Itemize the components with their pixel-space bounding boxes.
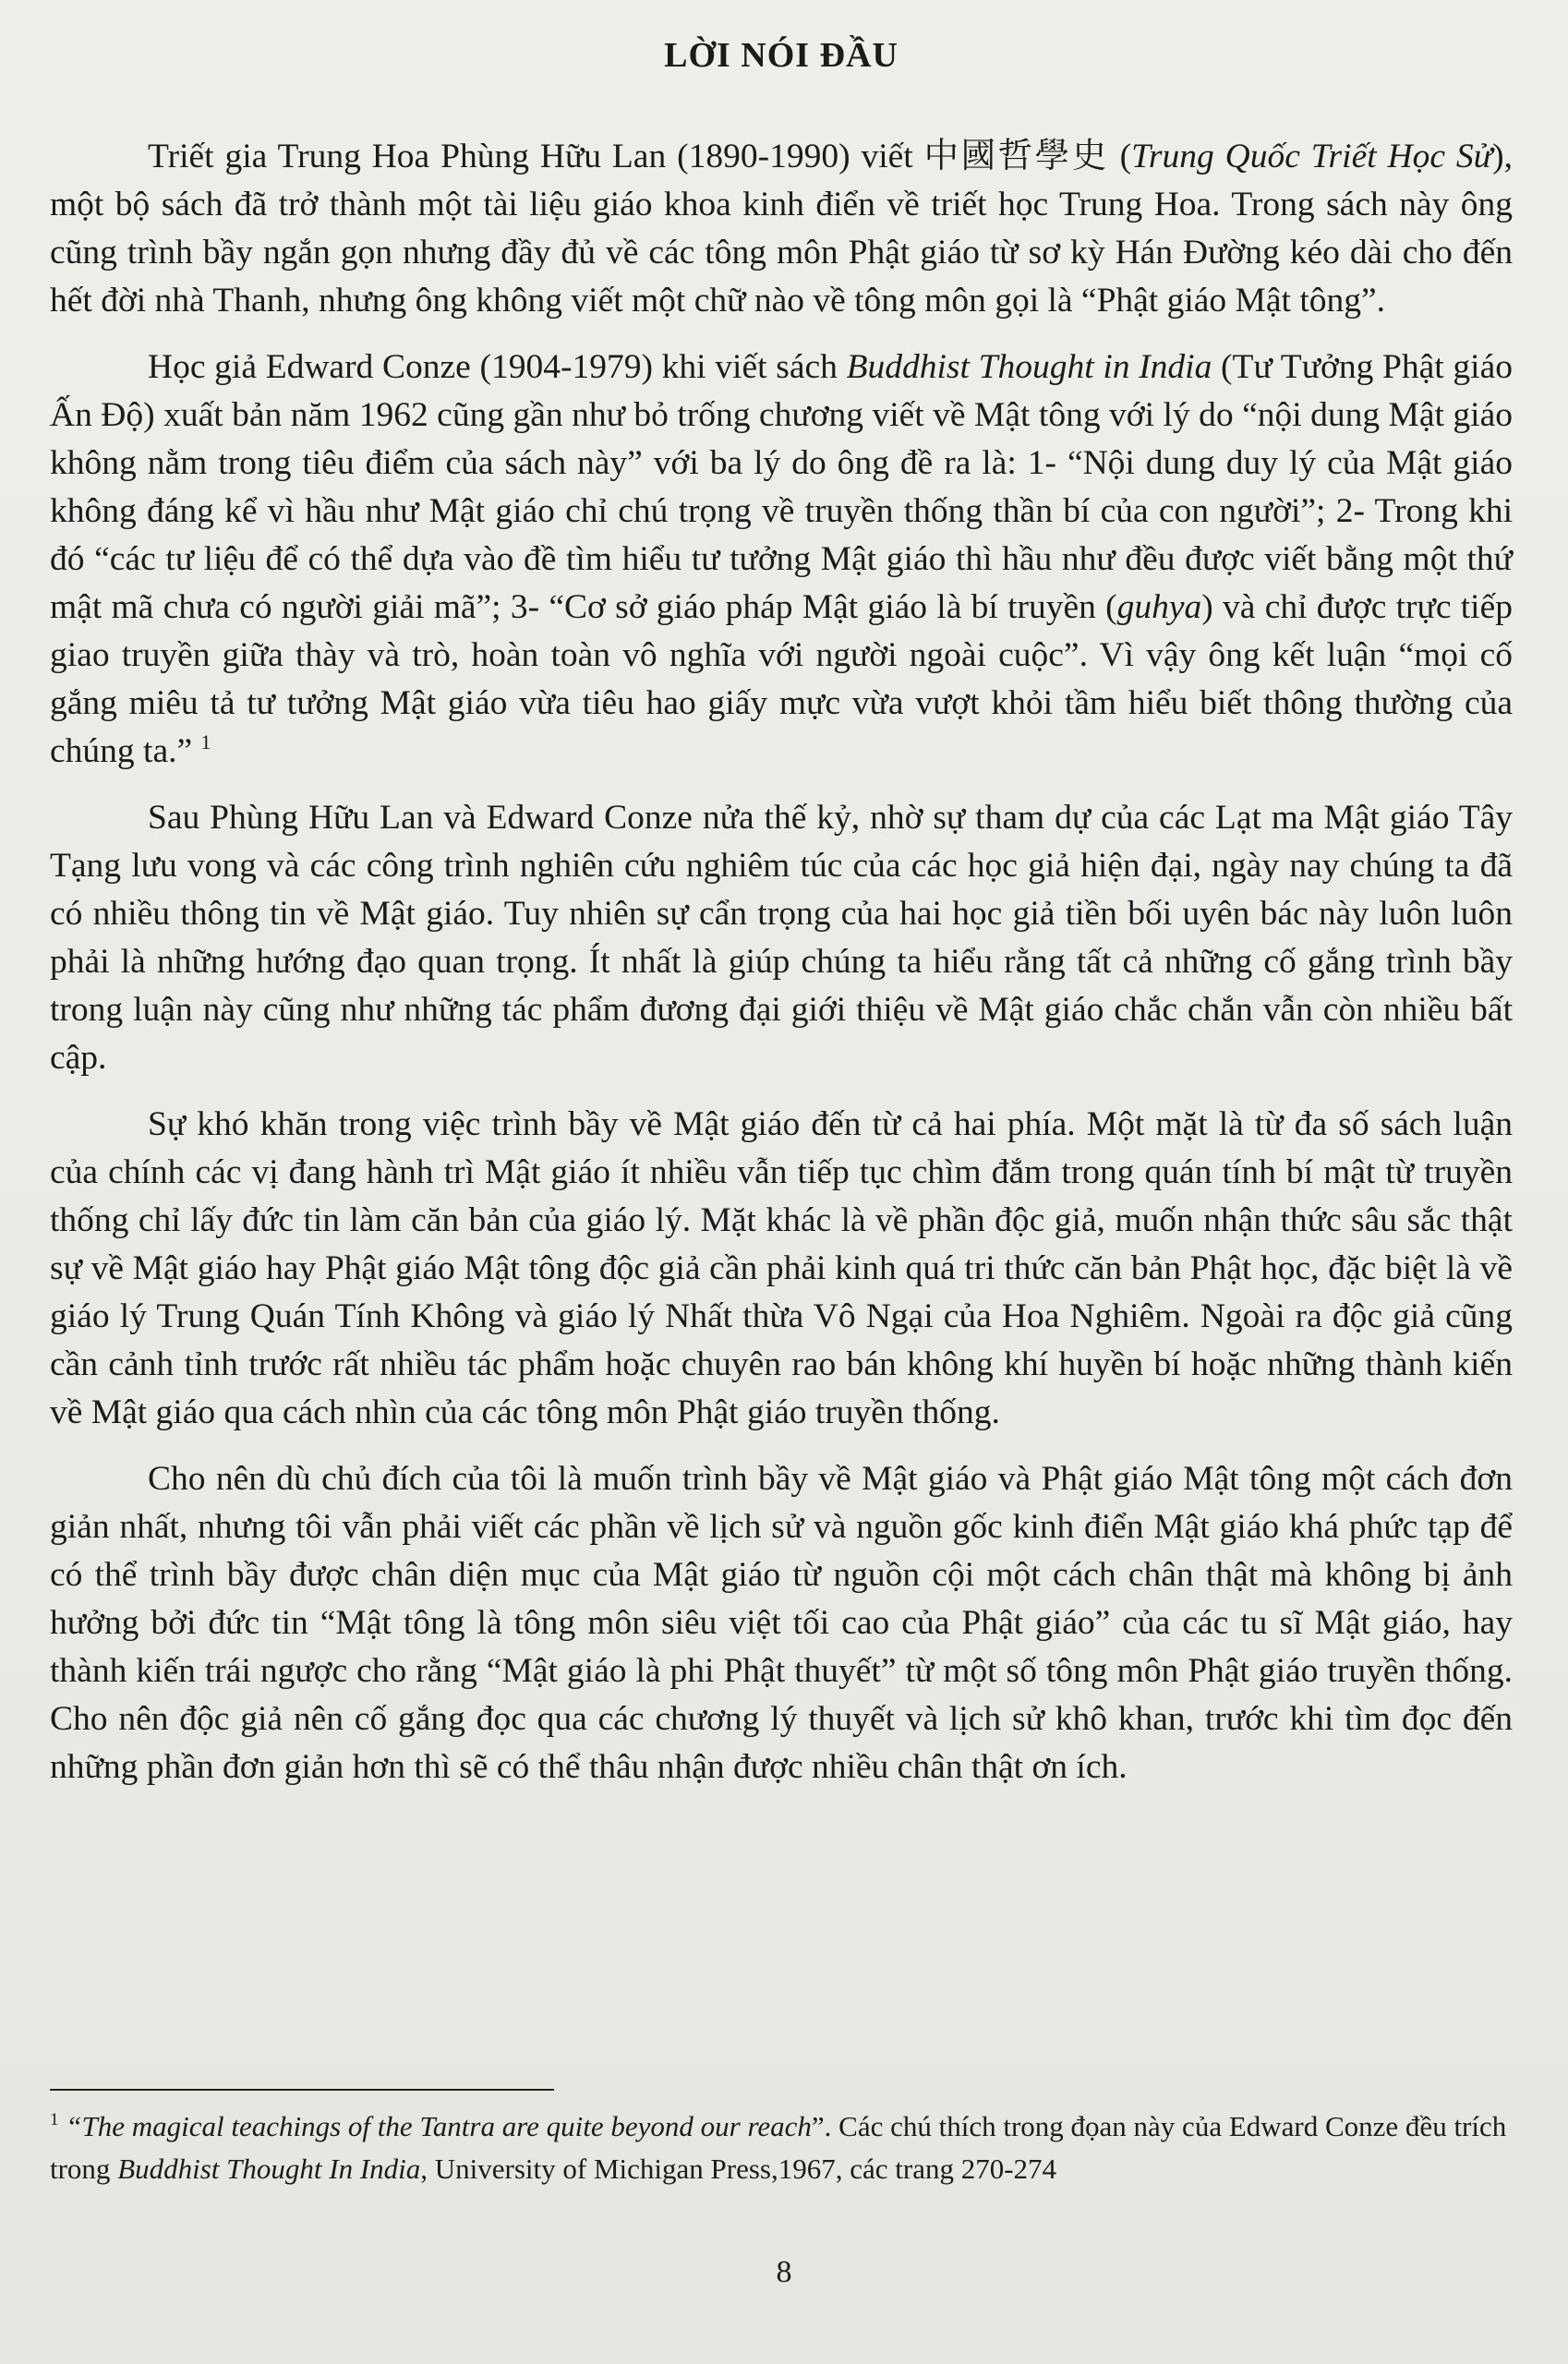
page-number: 8 bbox=[776, 2255, 792, 2289]
paragraph-2-italic-book-title: Buddhist Thought in India bbox=[846, 348, 1212, 386]
paragraph-1-italic-title: Trung Quốc Triết Học Sử bbox=[1131, 138, 1493, 175]
footnote-reference[interactable]: 1 bbox=[200, 730, 211, 754]
footnote-book-title: Buddhist Thought In India bbox=[117, 2153, 421, 2185]
paragraph-1-text-b: ), một bộ sách đã trở thành một tài liệu giáo khoa kinh điển về triết học Trung Hoa. Trong sách này ông cũng trình bầy ngắn gọn nhưng đầy đủ về các tông môn Phật giáo từ sơ kỳ Hán Đường kéo dài cho đến hết đời nhà Thanh, nhưng ông không viết một chữ nào về tông môn gọi là “Phật giáo Mật tông”. bbox=[50, 138, 1513, 320]
footnote-quote: “The magical teachings of the Tantra are quite beyond our reach bbox=[66, 2110, 812, 2142]
paragraph-1 bbox=[50, 133, 1513, 325]
page-title: LỜI NÓI ĐẦU bbox=[664, 36, 899, 75]
paragraph-2-text-c: ) và chỉ được trực tiếp giao truyền giữa thày và trò, hoàn toàn vô nghĩa với người ngoài cuộc”. Vì vậy ông kết luận “mọi cố gắng miêu tả tư tưởng Mật giáo vừa tiêu hao giấy mực vừa vượt khỏi tầm hiểu biết thông thường của chúng ta.” bbox=[50, 588, 1513, 770]
paragraph-1-text-a: Triết gia Trung Hoa Phùng Hữu Lan (1890-1990) viết 中國哲學史 ( bbox=[148, 138, 1132, 175]
footnote-marker: 1 bbox=[50, 2110, 59, 2129]
paragraph-2 bbox=[50, 344, 1513, 776]
paragraph-5: Cho nên dù chủ đích của tôi là muốn trình bầy về Mật giáo và Phật giáo Mật tông một cách đơn giản nhất, nhưng tôi vẫn phải viết các phần về lịch sử và nguồn gốc kinh điển Mật giáo khá phức tạp để có thể trình bầy được chân diện mục của Mật giáo từ nguồn cội một cách chân thật mà không bị ảnh hưởng bởi đức tin “Mật tông là tông môn siêu việt tối cao của Phật giáo” của các tu sĩ Mật giáo, hay thành kiến trái ngược cho rằng “Mật giáo là phi Phật thuyết” từ một số tông môn Phật giáo truyền thống. Cho nên độc giả nên cố gắng đọc qua các chương lý thuyết và lịch sử khô khan, trước khi tìm đọc đến những phần đơn giản hơn thì sẽ có thể thâu nhận được nhiều chân thật ơn ích. bbox=[50, 1460, 1513, 1786]
paragraph-2-italic-term: guhya bbox=[1116, 588, 1202, 626]
paragraph-3: Sau Phùng Hữu Lan và Edward Conze nửa thế kỷ, nhờ sự tham dự của các Lạt ma Mật giáo Tây Tạng lưu vong và các công trình nghiên cứu nghiêm túc của các học giả hiện đại, ngày nay chúng ta đã có nhiều thông tin về Mật giáo. Tuy nhiên sự cẩn trọng của hai học giả tiền bối uyên bác này luôn luôn phải là những hướng đạo quan trọng. Ít nhất là giúp chúng ta hiểu rằng tất cả những cố gắng trình bầy trong luận này cũng như những tác phẩm đương đại giới thiệu về Mật giáo chắc chắn vẫn còn nhiều bất cập. bbox=[50, 799, 1513, 1077]
footnote-divider bbox=[50, 2089, 554, 2091]
paragraph-2-text-a: Học giả Edward Conze (1904-1979) khi viết sách bbox=[148, 348, 847, 386]
paragraph-4: Sự khó khăn trong việc trình bầy về Mật giáo đến từ cả hai phía. Một mặt là từ đa số sách luận của chính các vị đang hành trì Mật giáo ít nhiều vẫn tiếp tục chìm đắm trong quán tính bí mật từ truyền thống chỉ lấy đức tin làm căn bản của giáo lý. Mặt khác là về phần độc giả, muốn nhận thức sâu sắc thật sự về Mật giáo hay Phật giáo Mật tông độc giả cần phải kinh quá tri thức căn bản Phật học, đặc biệt là về giáo lý Trung Quán Tính Không và giáo lý Nhất thừa Vô Ngại của Hoa Nghiêm. Ngoài ra độc giả cũng cần cảnh tỉnh trước rất nhiều tác phẩm hoặc chuyên rao bán không khí huyền bí hoặc những thành kiến về Mật giáo qua cách nhìn của các tông môn Phật giáo truyền thống. bbox=[50, 1105, 1513, 1431]
footnote-text-a: ”. Các chú thích trong đọan này của Edward Conze đều trích trong bbox=[50, 2110, 1507, 2185]
footnote-text-b: , University of Michigan Press,1967, các trang 270-274 bbox=[420, 2153, 1057, 2185]
footnote bbox=[50, 2105, 1513, 2190]
paragraph-2-text-b: (Tư Tưởng Phật giáo Ấn Độ) xuất bản năm 1962 cũng gần như bỏ trống chương viết về Mật tông với lý do “nội dung Mật giáo không nằm trong tiêu điểm của sách này” với ba lý do ông đề ra là: 1- “Nội dung duy lý của Mật giáo không đáng kể vì hầu như Mật giáo chỉ chú trọng về truyền thống thần bí của con người”; 2- Trong khi đó “các tư liệu để có thể dựa vào đề tìm hiểu tư tưởng Mật giáo thì hầu như đều được viết bằng một thứ mật mã chưa có người giải mã”; 3- “Cơ sở giáo pháp Mật giáo là bí truyền ( bbox=[50, 348, 1513, 626]
